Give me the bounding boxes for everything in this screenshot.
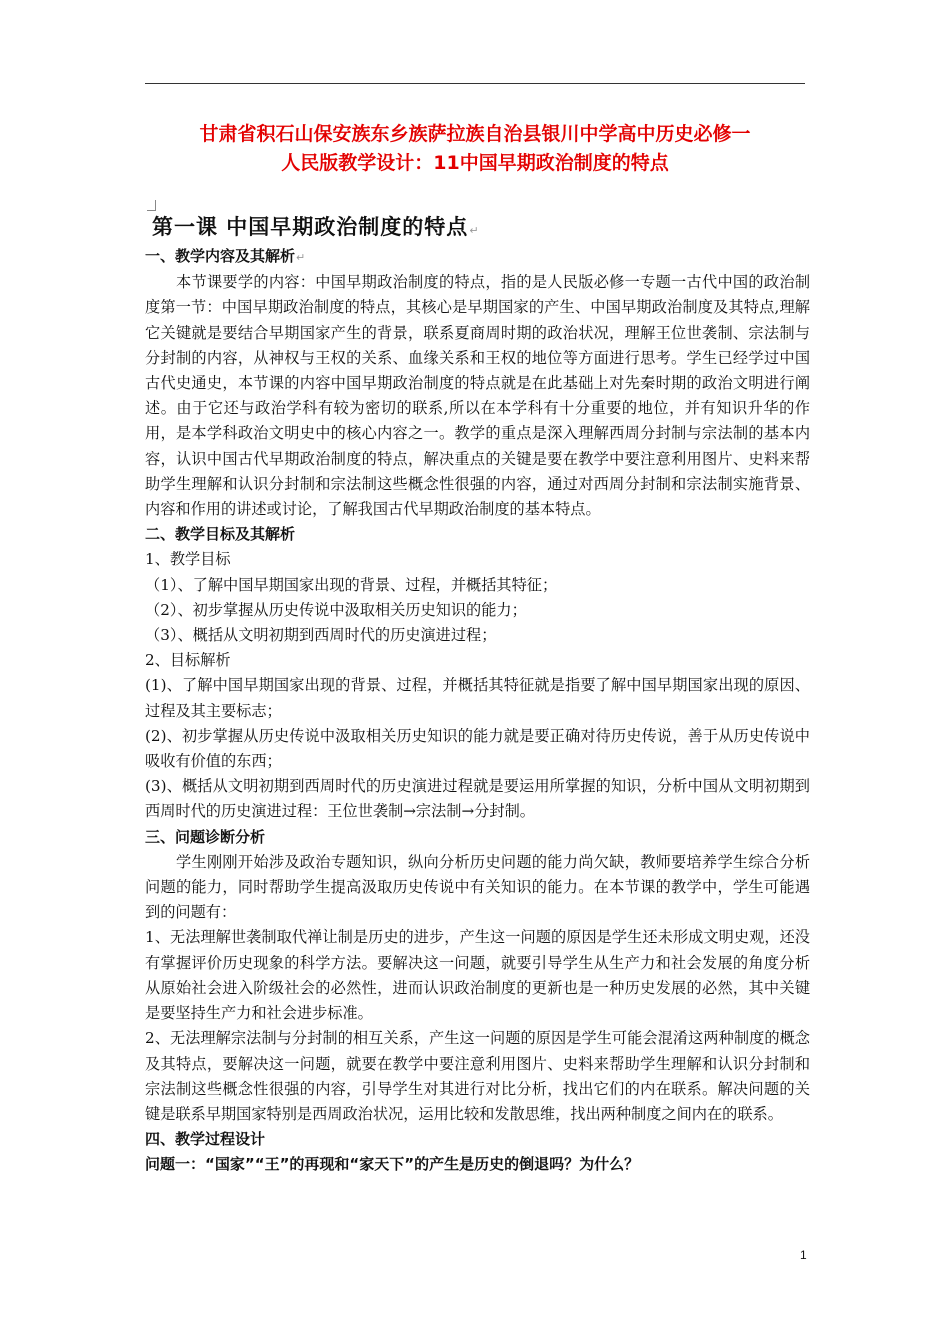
lesson-title bbox=[152, 212, 480, 246]
header-rule bbox=[145, 83, 805, 84]
objective-item-3: （3）、概括从文明初期到西周时代的历史演进过程； bbox=[145, 626, 497, 645]
text-boundary-corner-mark bbox=[147, 200, 156, 211]
paragraph-mark-icon: ↵ bbox=[296, 251, 306, 264]
analysis-subheading: 2、目标解析 bbox=[145, 651, 231, 670]
lesson-title-text: 第一课 中国早期政治制度的特点 bbox=[152, 215, 469, 239]
section-1-paragraph: 本节课要学的内容：中国早期政治制度的特点，指的是人民版必修一专题一古代中国的政治制度第一节：中国早期政治制度的特点，其核心是早期国家的产生、中国早期政治制度及其特点,理解它关键就是要结合早期国家产生的背景，联系夏商周时期的政治状况，理解王位世袭制、宗法制与分封制的内容，从神权与王权的关系、血缘关系和王权的地位等方面进行思考。学生已经学过中国古代史通史，本节课的内容中国早期政治制度的特点就是在此基础上对先秦时期的政治文明进行阐述。由于它还与政治学科有较为密切的联系,所以在本学科有十分重要的地位，并有知识升华的作用，是本学科政治文明史中的核心内容之一。教学的重点是深入理解西周分封制与宗法制的基本内容，认识中国古代早期政治制度的特点，解决重点的关键是要在教学中要注意利用图片、史料来帮助学生理解和认识分封制和宗法制这些概念性很强的内容，通过对西周分封制和宗法制实施背景、内容和作用的讲述或讨论，了解我国古代早期政治制度的基本特点。 bbox=[145, 273, 810, 519]
section-heading-1 bbox=[145, 244, 810, 270]
analysis-item-1: (1)、了解中国早期国家出现的背景、过程，并概括其特征就是指要了解中国早期国家出现的原因、过程及其主要标志； bbox=[145, 676, 810, 720]
section-heading-2: 二、教学目标及其解析 bbox=[145, 525, 296, 544]
section-heading-1-text: 一、教学内容及其解析 bbox=[145, 247, 296, 265]
objective-item-1: （1）、了解中国早期国家出现的背景、过程，并概括其特征； bbox=[145, 575, 558, 594]
section-heading-4: 四、教学过程设计 bbox=[145, 1130, 266, 1149]
objective-item-2: （2）、初步掌握从历史传说中汲取相关历史知识的能力； bbox=[145, 600, 527, 619]
analysis-item-3: (3)、概括从文明初期到西周时代的历史演进过程就是要运用所掌握的知识，分析中国从文明初期到西周时代的历史演进过程：王位世袭制→宗法制→分封制。 bbox=[145, 777, 810, 821]
paragraph-mark-icon: ↵ bbox=[469, 224, 480, 237]
document-title-line1: 甘肃省积石山保安族东乡族萨拉族自治县银川中学高中历史必修一 bbox=[199, 123, 751, 145]
analysis-item-2: (2)、初步掌握从历史传说中汲取相关历史知识的能力就是要正确对待历史传说，善于从历史传说中吸收有价值的东西； bbox=[145, 726, 810, 771]
problem-item-1: 1、无法理解世袭制取代禅让制是历史的进步，产生这一问题的原因是学生还未形成文明史观，还没有掌握评价历史现象的科学方法。要解决这一问题，就要引导学生从生产力和社会发展的角度分析从原始社会进入阶级社会的必然性，进而认识政治制度的更新也是一种历史发展的必然，其中关键是要坚持生产力和社会进步标准。 bbox=[145, 928, 810, 1023]
page-number: 1 bbox=[800, 1248, 807, 1262]
section-heading-3: 三、问题诊断分析 bbox=[145, 827, 266, 846]
problem-item-2: 2、无法理解宗法制与分封制的相互关系，产生这一问题的原因是学生可能会混淆这两种制度的概念及其特点，要解决这一问题，就要在教学中要注意利用图片、史料来帮助学生理解和认识分封制和宗法制这些概念性很强的内容，引导学生对其进行对比分析，找出它们的内在联系。解决问题的关键是联系早期国家特别是西周政治状况，运用比较和发散思维，找出两种制度之间内在的联系。 bbox=[145, 1029, 810, 1123]
document-body bbox=[145, 244, 810, 1178]
document-title-line2: 人民版教学设计：11中国早期政治制度的特点 bbox=[281, 152, 669, 174]
question-one: 问题一：“国家”“王”的再现和“家天下”的产生是历史的倒退吗？为什么？ bbox=[145, 1155, 640, 1174]
objectives-subheading: 1、教学目标 bbox=[145, 550, 231, 569]
document-title bbox=[145, 120, 805, 178]
section-3-paragraph: 学生刚刚开始涉及政治专题知识，纵向分析历史问题的能力尚欠缺，教师要培养学生综合分析问题的能力，同时帮助学生提高汲取历史传说中有关知识的能力。在本节课的教学中，学生可能遇到的问题有： bbox=[145, 852, 810, 922]
